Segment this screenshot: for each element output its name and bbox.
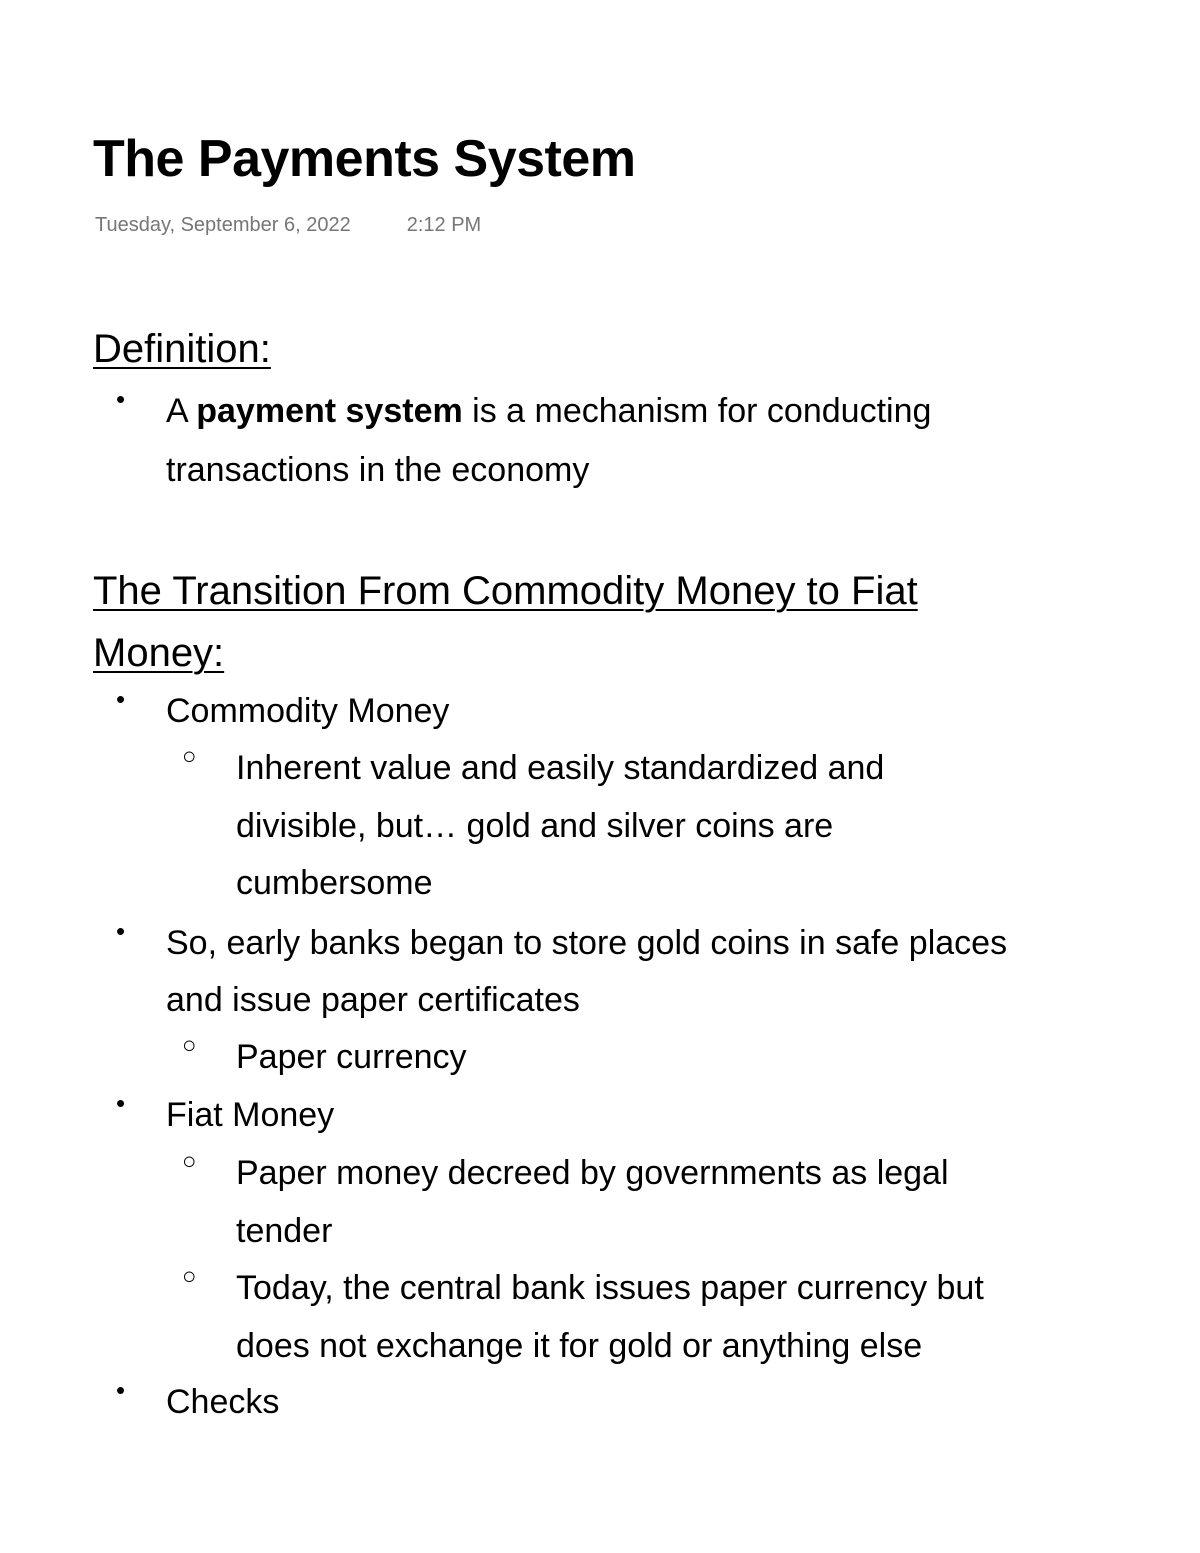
- list-item-fiat-money: Fiat Money: [166, 1096, 335, 1134]
- banks-line1: So, early banks began to store gold coins in safe places: [166, 924, 1008, 962]
- bullet-marker: •: [116, 1375, 126, 1405]
- definition-term: payment system: [196, 392, 463, 430]
- definition-prefix: A: [166, 392, 197, 430]
- page-title: The Payments System: [93, 130, 636, 188]
- fiat-sub1-line1: Paper money decreed by governments as legal: [236, 1154, 949, 1192]
- commodity-sub-line2: divisible, but… gold and silver coins are: [236, 807, 834, 845]
- list-item-checks: Checks: [166, 1383, 280, 1421]
- definition-bullet-line1: [166, 382, 931, 440]
- list-item-commodity-money: Commodity Money: [166, 692, 450, 730]
- definition-bullet-line2: transactions in the economy: [166, 451, 590, 489]
- bullet-marker: •: [116, 684, 126, 714]
- bullet-marker: •: [116, 1088, 126, 1118]
- commodity-sub-line3: cumbersome: [236, 864, 433, 902]
- transition-heading-line2: Money:: [93, 631, 225, 675]
- note-date: Tuesday, September 6, 2022: [95, 214, 351, 236]
- transition-heading-line1: The Transition From Commodity Money to Fiat: [93, 569, 918, 613]
- transition-heading: [93, 560, 1143, 684]
- note-time: 2:12 PM: [406, 214, 482, 236]
- fiat-sub2-line1: Today, the central bank issues paper currency but: [236, 1269, 984, 1307]
- note-timestamp: [95, 214, 481, 237]
- sub-bullet-marker: ○: [182, 1148, 197, 1175]
- fiat-sub2-line2: does not exchange it for gold or anything else: [236, 1327, 923, 1365]
- sub-bullet-marker: ○: [182, 1032, 197, 1059]
- sub-bullet-marker: ○: [182, 743, 197, 770]
- fiat-sub1-line2: tender: [236, 1212, 333, 1250]
- commodity-sub-line1: Inherent value and easily standardized and: [236, 749, 885, 787]
- bullet-marker: •: [116, 916, 126, 946]
- definition-heading: Definition:: [93, 327, 271, 371]
- banks-line2: and issue paper certificates: [166, 981, 580, 1019]
- sub-bullet-marker: ○: [182, 1263, 197, 1290]
- bullet-marker: •: [116, 384, 126, 414]
- definition-rest: is a mechanism for conducting: [462, 392, 932, 430]
- banks-sub-paper-currency: Paper currency: [236, 1038, 467, 1076]
